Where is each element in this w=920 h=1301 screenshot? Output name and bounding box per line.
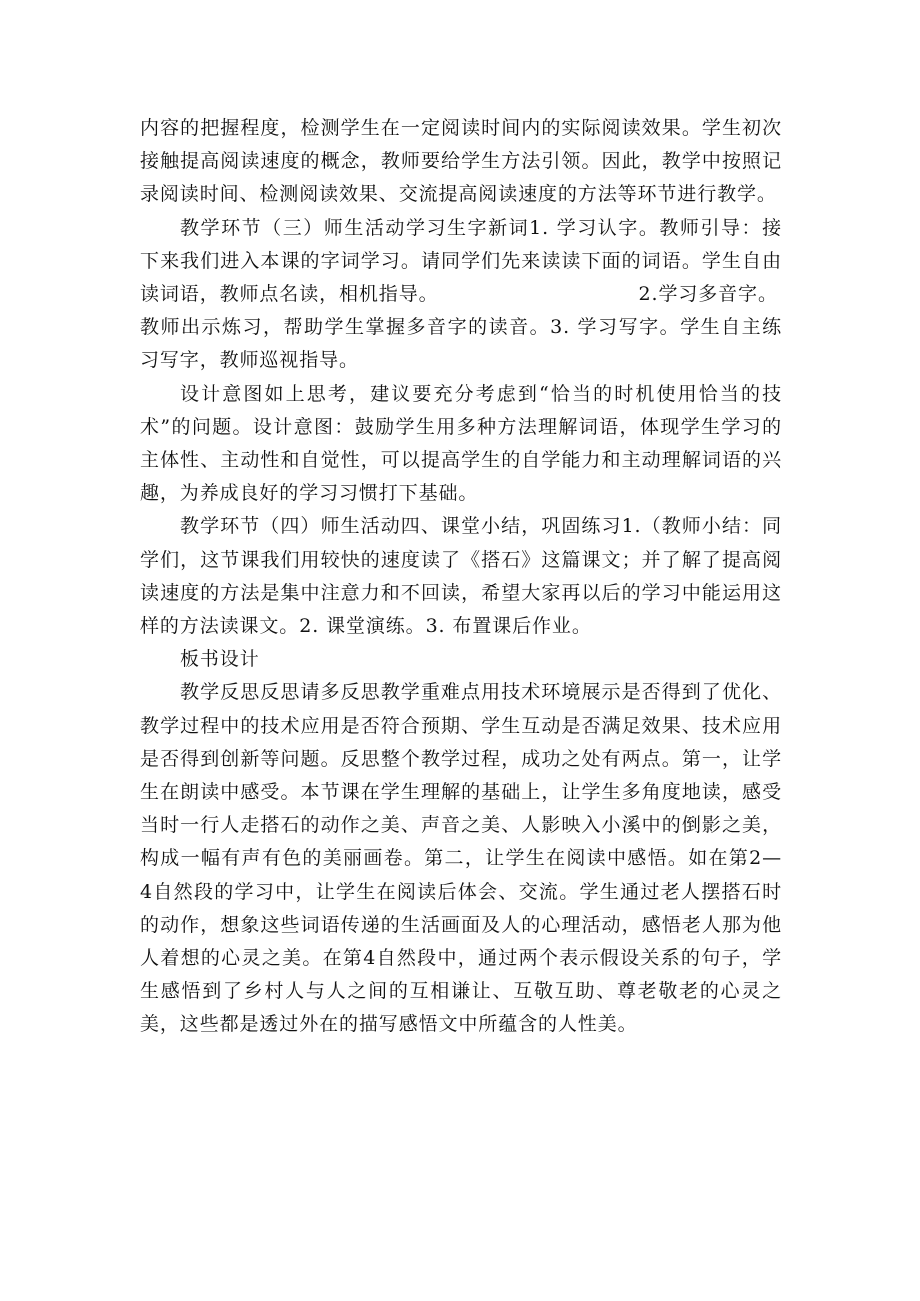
step-3-word-learning-text: 教学环节（三）师生活动学习生字新词1. 学习认字。教师引导：接下来我们进入本课的字词学习。请同学们先来读读下面的词语。学生自由读词语，教师点名读，相机指导。 — [140, 216, 782, 306]
step-3-writing-practice-text: 教师出示炼习，帮助学生掌握多音字的读音。3. 学习写字。学生自主练习写字，教师巡视指导。 — [140, 316, 782, 372]
paragraph-teaching-reflection: 教学反思反思请多反思教学重难点用技术环境展示是否得到了优化、教学过程中的技术应用是否符合预期、学生互动是否满足效果、技术应用是否得到创新等问题。反思整个教学过程，成功之处有两点。第一，让学生在朗读中感受。本节课在学生理解的基础上，让学生多角度地读，感受当时一行人走搭石的动作之美、声音之美、人影映入小溪中的倒影之美，构成一幅有声有色的美丽画卷。第二，让学生在阅读中感悟。如在第2—4自然段的学习中，让学生在阅读后体会、交流。学生通过老人摆搭石时的动作，想象这些词语传递的生活画面及人的心理活动，感悟老人那为他人着想的心灵之美。在第4自然段中，通过两个表示假设关系的句子，学生感悟到了乡村人与人之间的互相谦让、互敬互助、尊老敬老的心灵之美，这些都是透过外在的描写感悟文中所蕴含的人性美。 — [140, 681, 782, 1036]
step-3-polyphone-text: 2.学习多音字。 — [638, 283, 778, 306]
paragraph-design-intent: 设计意图如上思考，建议要充分考虑到“恰当的时机使用恰当的技术”的问题。设计意图：鼓励学生用多种方法理解词语，体现学生学习的主体性、主动性和自觉性，可以提高学生的自学能力和主动理解词语的兴趣，为养成良好的学习习惯打下基础。 — [140, 382, 782, 505]
paragraph-teaching-step-4: 教学环节（四）师生活动四、课堂小结，巩固练习1.（教师小结：同学们，这节课我们用较快的速度读了《搭石》这篇课文；并了解了提高阅读速度的方法是集中注意力和不回读，希望大家再以后的学习中能运用这样的方法读课文。2. 课堂演练。3. 布置课后作业。 — [140, 515, 782, 638]
heading-blackboard-design: 板书设计 — [180, 648, 260, 671]
document-body — [140, 112, 782, 1042]
paragraph-teaching-step-3 — [140, 212, 782, 378]
paragraph-reading-effect: 内容的把握程度，检测学生在一定阅读时间内的实际阅读效果。学生初次接触提高阅读速度的概念，教师要给学生方法引领。因此，教学中按照记录阅读时间、检测阅读效果、交流提高阅读速度的方法等环节进行教学。 — [140, 117, 782, 206]
